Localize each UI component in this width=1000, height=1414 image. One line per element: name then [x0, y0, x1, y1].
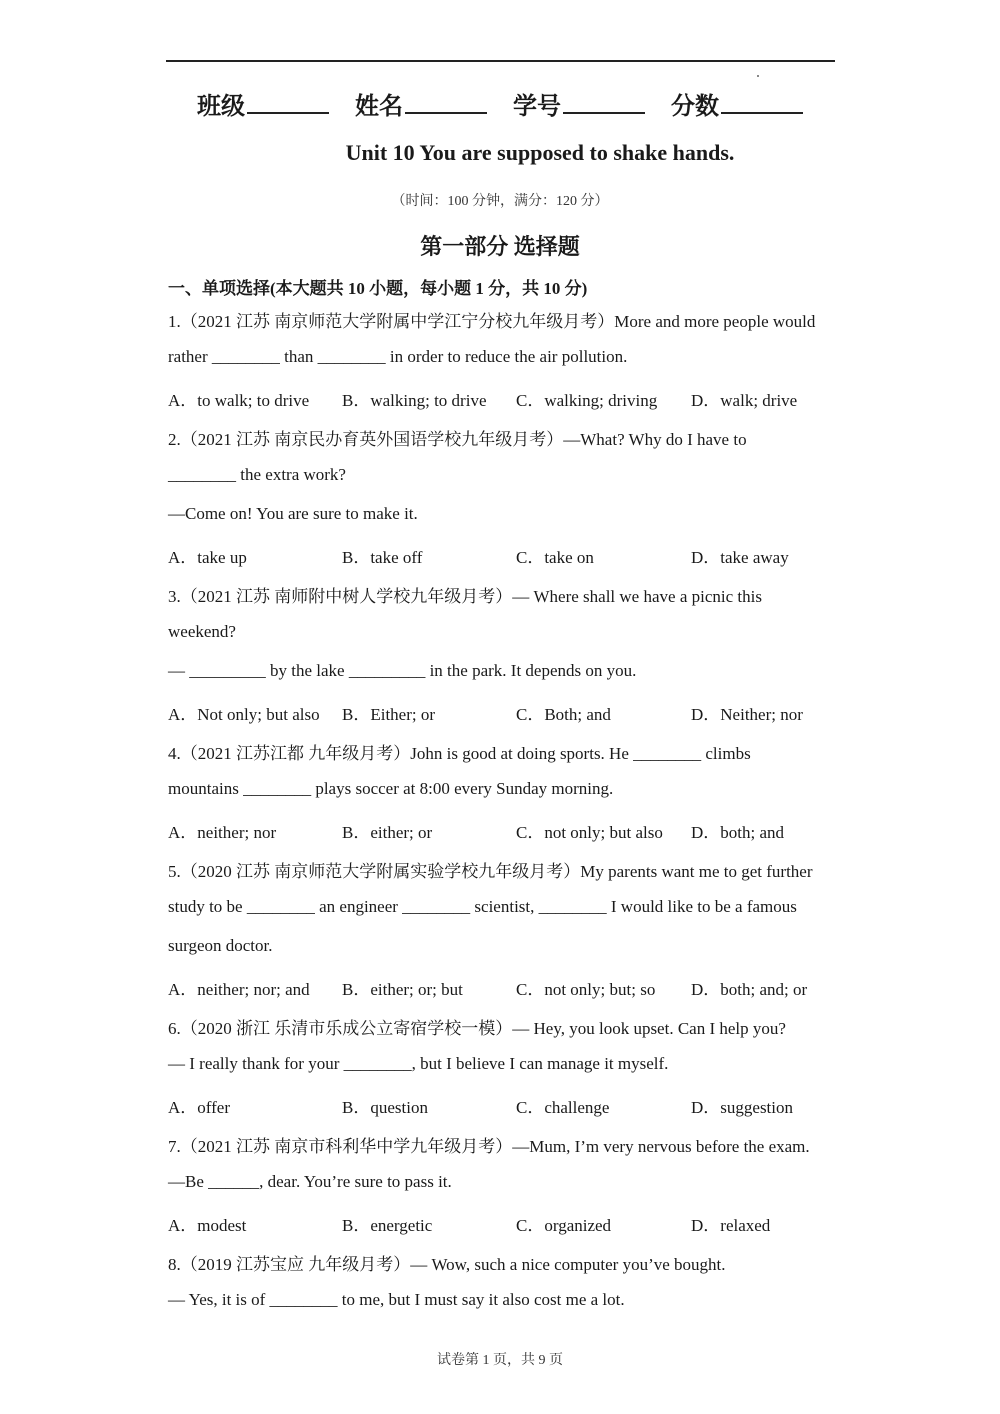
- option-c[interactable]: C．challenge: [516, 1098, 610, 1117]
- unit-title: Unit 10 You are supposed to shake hands.: [345, 140, 735, 165]
- option-b[interactable]: B．question: [342, 1098, 428, 1117]
- option-d[interactable]: D．both; and; or: [691, 980, 808, 999]
- option-d[interactable]: D．both; and: [691, 823, 785, 842]
- class-label: 班级: [197, 94, 245, 120]
- name-blank[interactable]: [405, 88, 487, 114]
- option-c[interactable]: C．not only; but also: [516, 823, 663, 842]
- name-field[interactable]: [355, 86, 487, 121]
- option-d[interactable]: D．take away: [691, 548, 789, 567]
- option-a[interactable]: A．offer: [168, 1098, 230, 1117]
- option-a[interactable]: A．neither; nor; and: [168, 980, 310, 999]
- question-5-line-1: 5.（2020 江苏 南京师范大学附属实验学校九年级月考）My parents want me to get further: [168, 862, 813, 881]
- question-5-line-2: study to be ________ an engineer ________ scientist, ________ I would like to be a famous: [168, 897, 797, 916]
- student-id-label: 学号: [513, 94, 561, 120]
- question-2-line-1: 2.（2021 江苏 南京民办育英外国语学校九年级月考）—What? Why do I have to: [168, 430, 747, 449]
- option-c[interactable]: C．walking; driving: [516, 391, 658, 410]
- time-note: （时间：100 分钟，满分：120 分）: [391, 194, 609, 209]
- score-field[interactable]: [671, 86, 803, 121]
- question-5-line-3: surgeon doctor.: [168, 936, 273, 955]
- option-d[interactable]: D．suggestion: [691, 1098, 793, 1117]
- section-title: 一、单项选择(本大题共 10 小题，每小题 1 分，共 10 分): [168, 279, 588, 298]
- question-2-line-3: —Come on! You are sure to make it.: [168, 504, 418, 523]
- score-label: 分数: [671, 94, 719, 120]
- question-3-line-2: weekend?: [168, 622, 236, 641]
- question-2-line-2: ________ the extra work?: [168, 465, 346, 484]
- option-c[interactable]: C．organized: [516, 1216, 612, 1235]
- scan-speck: [757, 75, 759, 77]
- question-1-line-1: 1.（2021 江苏 南京师范大学附属中学江宁分校九年级月考）More and more people would: [168, 312, 816, 331]
- question-8-line-2: — Yes, it is of ________ to me, but I must say it also cost me a lot.: [168, 1290, 625, 1309]
- option-d[interactable]: D．walk; drive: [691, 391, 798, 410]
- name-label: 姓名: [355, 94, 403, 120]
- option-a[interactable]: A．take up: [168, 548, 247, 567]
- class-field[interactable]: [197, 86, 329, 121]
- question-6-line-2: — I really thank for your ________, but I believe I can manage it myself.: [168, 1054, 669, 1073]
- option-b[interactable]: B．either; or; but: [342, 980, 463, 999]
- student-info-fields: [0, 86, 1000, 121]
- question-6-line-1: 6.（2020 浙江 乐清市乐成公立寄宿学校一模）— Hey, you look upset. Can I help you?: [168, 1019, 786, 1038]
- option-d[interactable]: D．relaxed: [691, 1216, 771, 1235]
- student-id-blank[interactable]: [563, 88, 645, 114]
- option-a[interactable]: A．to walk; to drive: [168, 391, 310, 410]
- class-blank[interactable]: [247, 88, 329, 114]
- option-b[interactable]: B．walking; to drive: [342, 391, 487, 410]
- option-a[interactable]: A．neither; nor: [168, 823, 277, 842]
- option-b[interactable]: B．energetic: [342, 1216, 433, 1235]
- option-b[interactable]: B．either; or: [342, 823, 433, 842]
- option-d[interactable]: D．Neither; nor: [691, 705, 803, 724]
- option-b[interactable]: B．Either; or: [342, 705, 436, 724]
- option-a[interactable]: A．modest: [168, 1216, 247, 1235]
- question-4-line-2: mountains ________ plays soccer at 8:00 every Sunday morning.: [168, 779, 614, 798]
- page-footer: 试卷第 1 页，共 9 页: [437, 1353, 563, 1368]
- top-rule: [166, 60, 835, 62]
- question-4-line-1: 4.（2021 江苏江都 九年级月考）John is good at doing sports. He ________ climbs: [168, 744, 751, 763]
- option-c[interactable]: C．take on: [516, 548, 594, 567]
- option-c[interactable]: C．not only; but; so: [516, 980, 656, 999]
- part-title: 第一部分 选择题: [420, 234, 580, 259]
- question-3-line-3: — _________ by the lake _________ in the park. It depends on you.: [168, 661, 637, 680]
- option-c[interactable]: C．Both; and: [516, 705, 611, 724]
- option-a[interactable]: A．Not only; but also: [168, 705, 320, 724]
- option-b[interactable]: B．take off: [342, 548, 423, 567]
- question-1-line-2: rather ________ than ________ in order to reduce the air pollution.: [168, 347, 628, 366]
- question-7-line-1: 7.（2021 江苏 南京市科利华中学九年级月考）—Mum, I’m very nervous before the exam.: [168, 1137, 810, 1156]
- question-7-line-2: —Be ______, dear. You’re sure to pass it.: [168, 1172, 452, 1191]
- question-3-line-1: 3.（2021 江苏 南师附中树人学校九年级月考）— Where shall we have a picnic this: [168, 587, 762, 606]
- score-blank[interactable]: [721, 88, 803, 114]
- question-8-line-1: 8.（2019 江苏宝应 九年级月考）— Wow, such a nice computer you’ve bought.: [168, 1255, 726, 1274]
- student-id-field[interactable]: [513, 86, 645, 121]
